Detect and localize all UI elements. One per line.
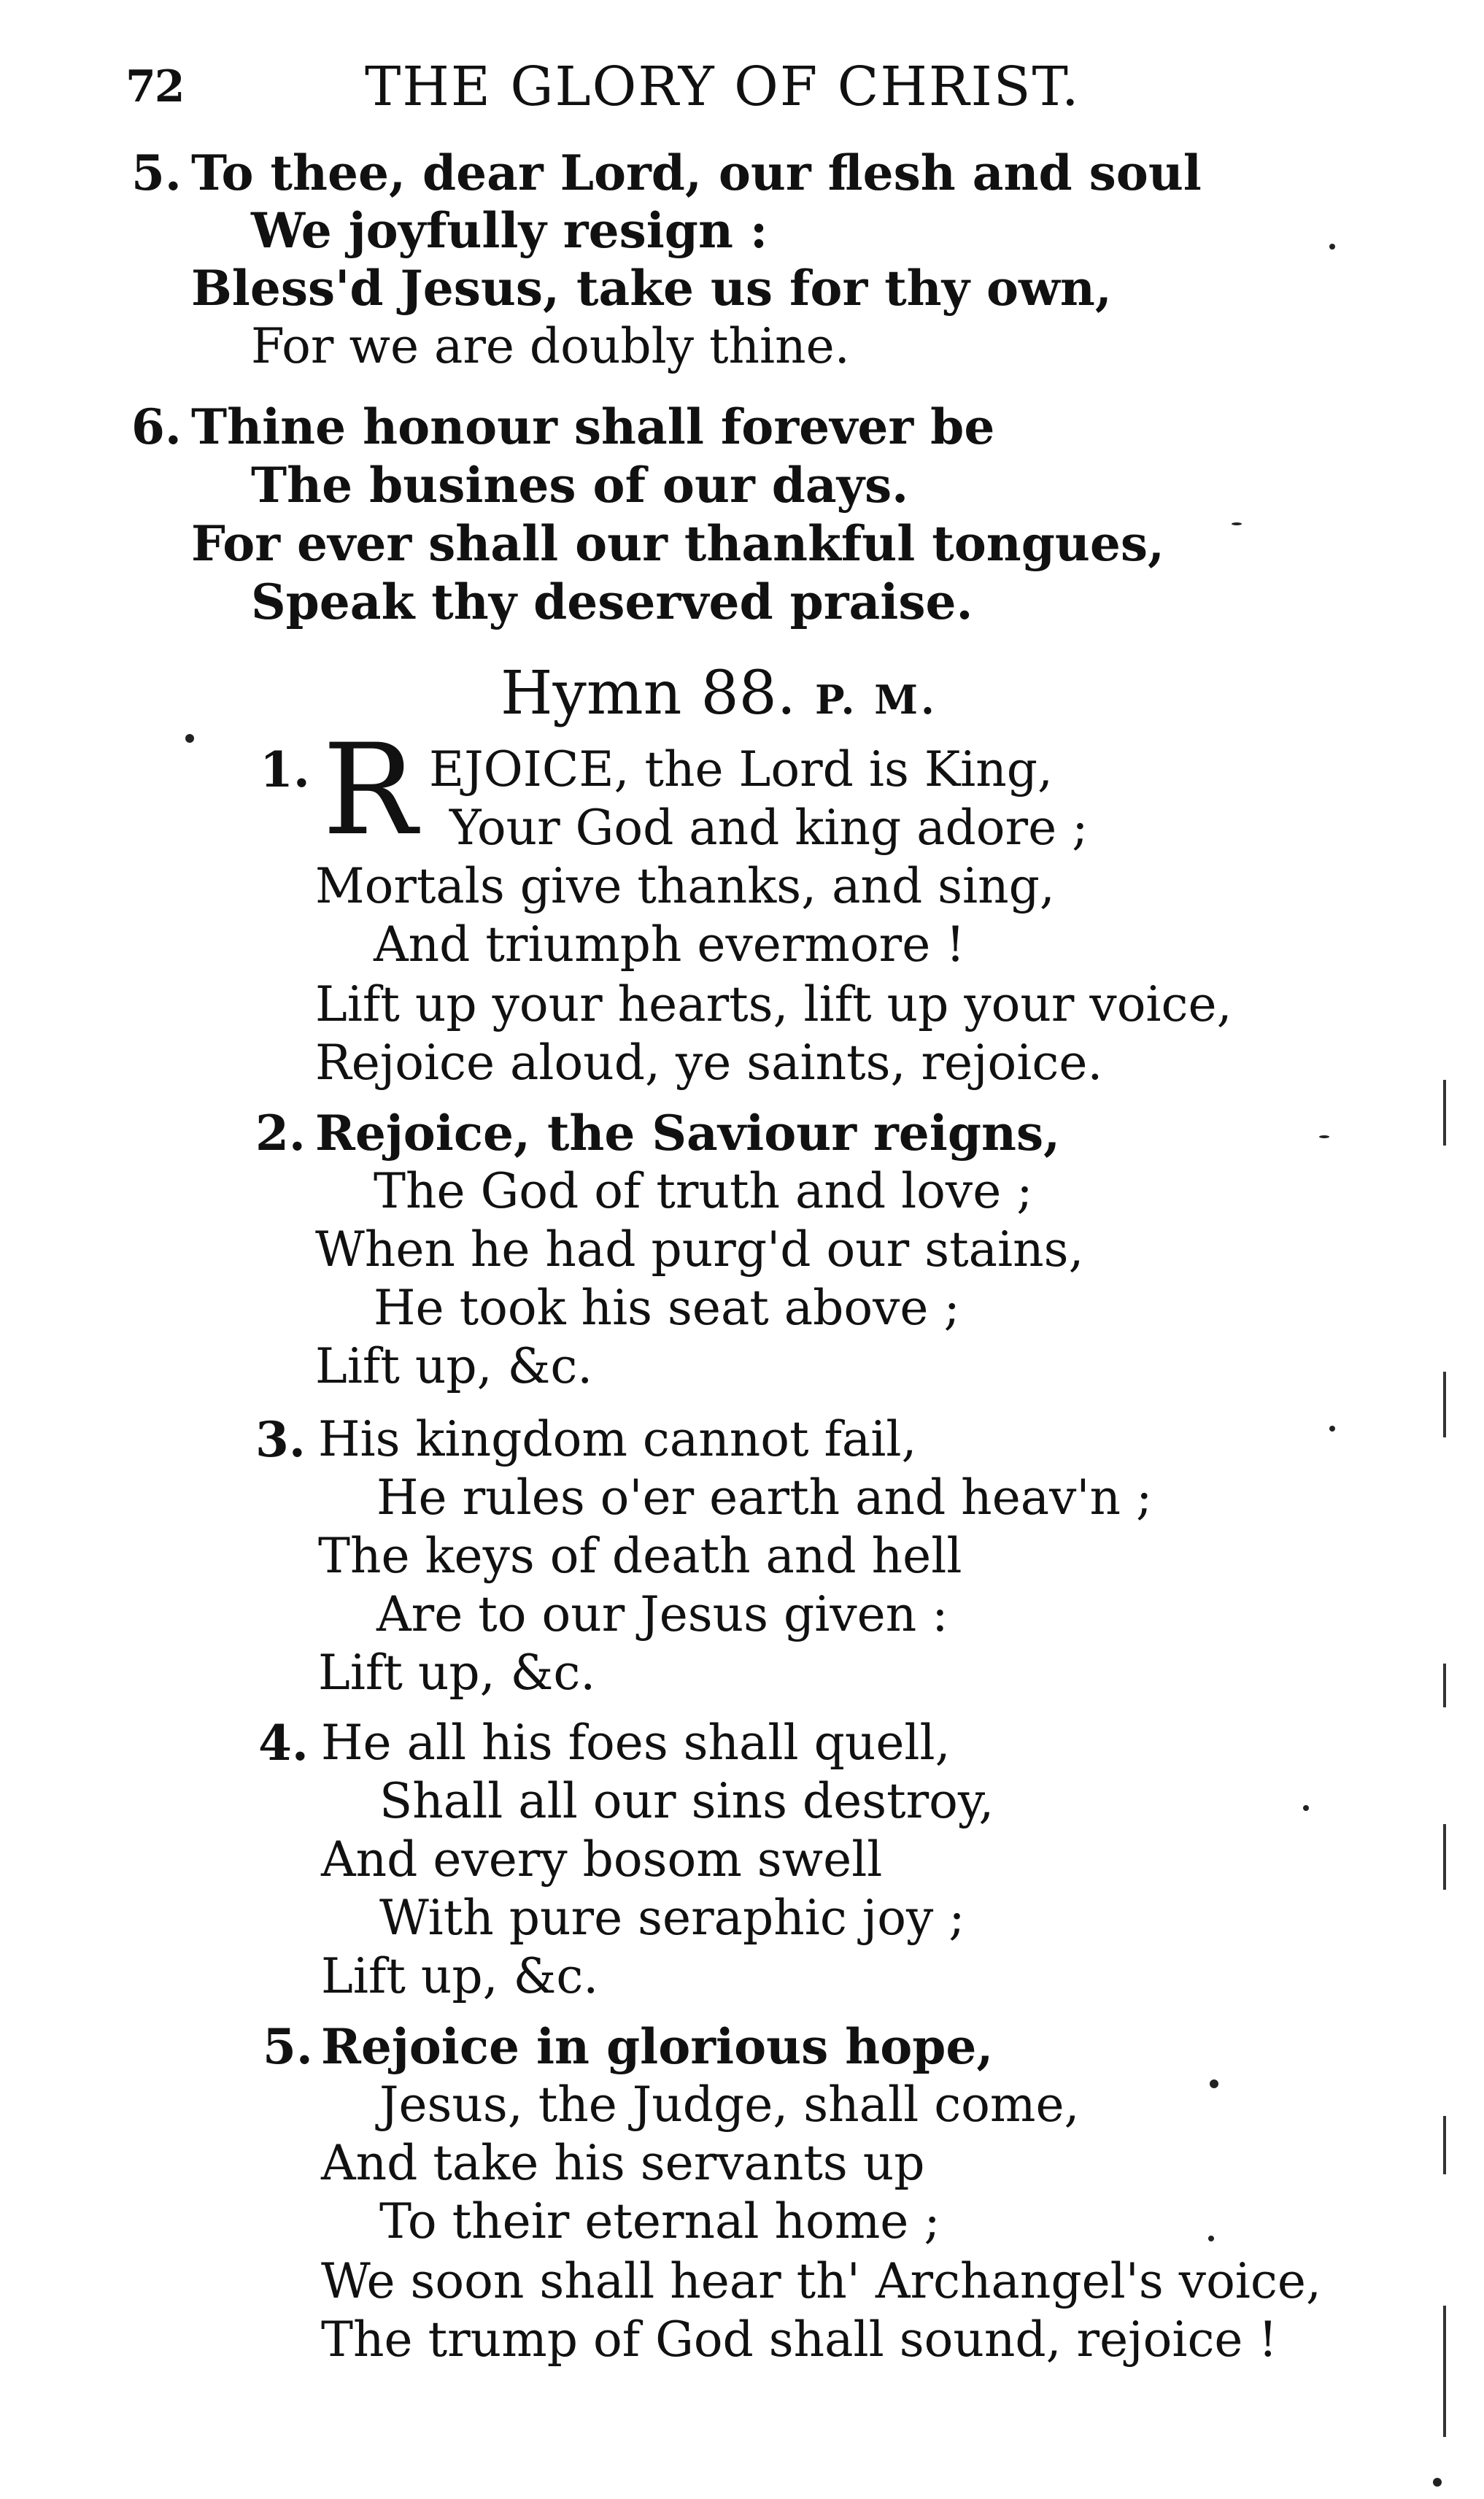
hymn-title: Hymn 88. [501,659,796,728]
verse-line: For we are doubly thine. [251,318,850,374]
hymn-meter: P. M. [814,676,938,723]
verse-line: Lift up, &c. [318,1645,596,1701]
verse-line: The trump of God shall sound, rejoice ! [321,2311,1278,2368]
verse-line: Lift up your hearts, lift up your voice, [315,976,1232,1032]
verse-line: Bless'd Jesus, take us for thy own, [191,260,1112,317]
ink-speck [1232,522,1242,525]
verse-line: For ever shall our thankful tongues, [191,515,1165,572]
running-title: THE GLORY OF CHRIST. [365,55,1081,118]
verse-line: Lift up, &c. [315,1338,593,1394]
verse-line: To their eternal home ; [379,2193,940,2249]
verse-line: Lift up, &c. [321,1948,599,2004]
margin-rule [1443,1080,1446,1146]
verse-line: The keys of death and hell [318,1528,962,1584]
verse-line: Are to our Jesus given : [376,1586,948,1642]
ink-speck [1433,2478,1442,2487]
verse-line: Rejoice aloud, ye saints, rejoice. [315,1035,1103,1091]
verse-line: Shall all our sins destroy, [379,1773,994,1829]
verse-line: The busines of our days. [251,457,909,514]
verse-line: Rejoice, the Saviour reigns, [315,1105,1061,1162]
margin-rule [1443,1372,1446,1437]
verse-line: To thee, dear Lord, our flesh and soul [191,144,1202,201]
stanza-number: 5. [263,2018,313,2075]
verse-line: Speak thy deserved praise. [251,573,973,630]
ink-speck [1329,1426,1335,1432]
verse-line: And every bosom swell [321,1831,883,1888]
verse-line: And triumph evermore ! [374,916,965,973]
ink-speck [1329,244,1335,250]
margin-rule [1443,2306,1446,2437]
verse-line: EJOICE, the Lord is King, [429,741,1053,797]
verse-line: We joyfully resign : [251,202,768,259]
drop-cap: R [322,717,417,863]
verse-line: Rejoice in glorious hope, [321,2018,994,2075]
verse-line: The God of truth and love ; [374,1163,1033,1219]
verse-line: With pure seraphic joy ; [379,1890,965,1946]
margin-rule [1443,1824,1446,1890]
verse-line: Mortals give thanks, and sing, [315,858,1055,914]
page-number: 72 [125,61,184,112]
ink-speck [185,734,194,743]
margin-rule [1443,1664,1446,1707]
verse-line: His kingdom cannot fail, [318,1411,917,1467]
verse-line: Jesus, the Judge, shall come, [379,2077,1080,2133]
verse-line: Thine honour shall forever be [191,398,995,455]
verse-line: He rules o'er earth and heav'n ; [376,1469,1153,1526]
stanza-number: 1. [260,741,310,798]
verse-line: We soon shall hear th' Archangel's voice, [321,2253,1321,2309]
verse-line: When he had purg'd our stains, [315,1221,1084,1278]
stanza-number: 3. [255,1411,306,1468]
stanza-number: 4. [258,1715,309,1772]
ink-speck [1208,2236,1214,2241]
margin-rule [1443,2116,1446,2174]
verse-line: And take his servants up [321,2135,925,2191]
stanza-number: 2. [255,1105,306,1162]
verse-line: He all his foes shall quell, [321,1715,951,1771]
verse-line: Your God and king adore ; [449,800,1089,856]
ink-speck [1303,1805,1309,1811]
stanza-number: 6. [131,398,182,455]
ink-speck [1210,2079,1218,2088]
ink-speck [1319,1135,1329,1138]
stanza-number: 5. [131,144,182,201]
verse-line: He took his seat above ; [374,1280,960,1336]
hymn-heading [501,659,938,730]
